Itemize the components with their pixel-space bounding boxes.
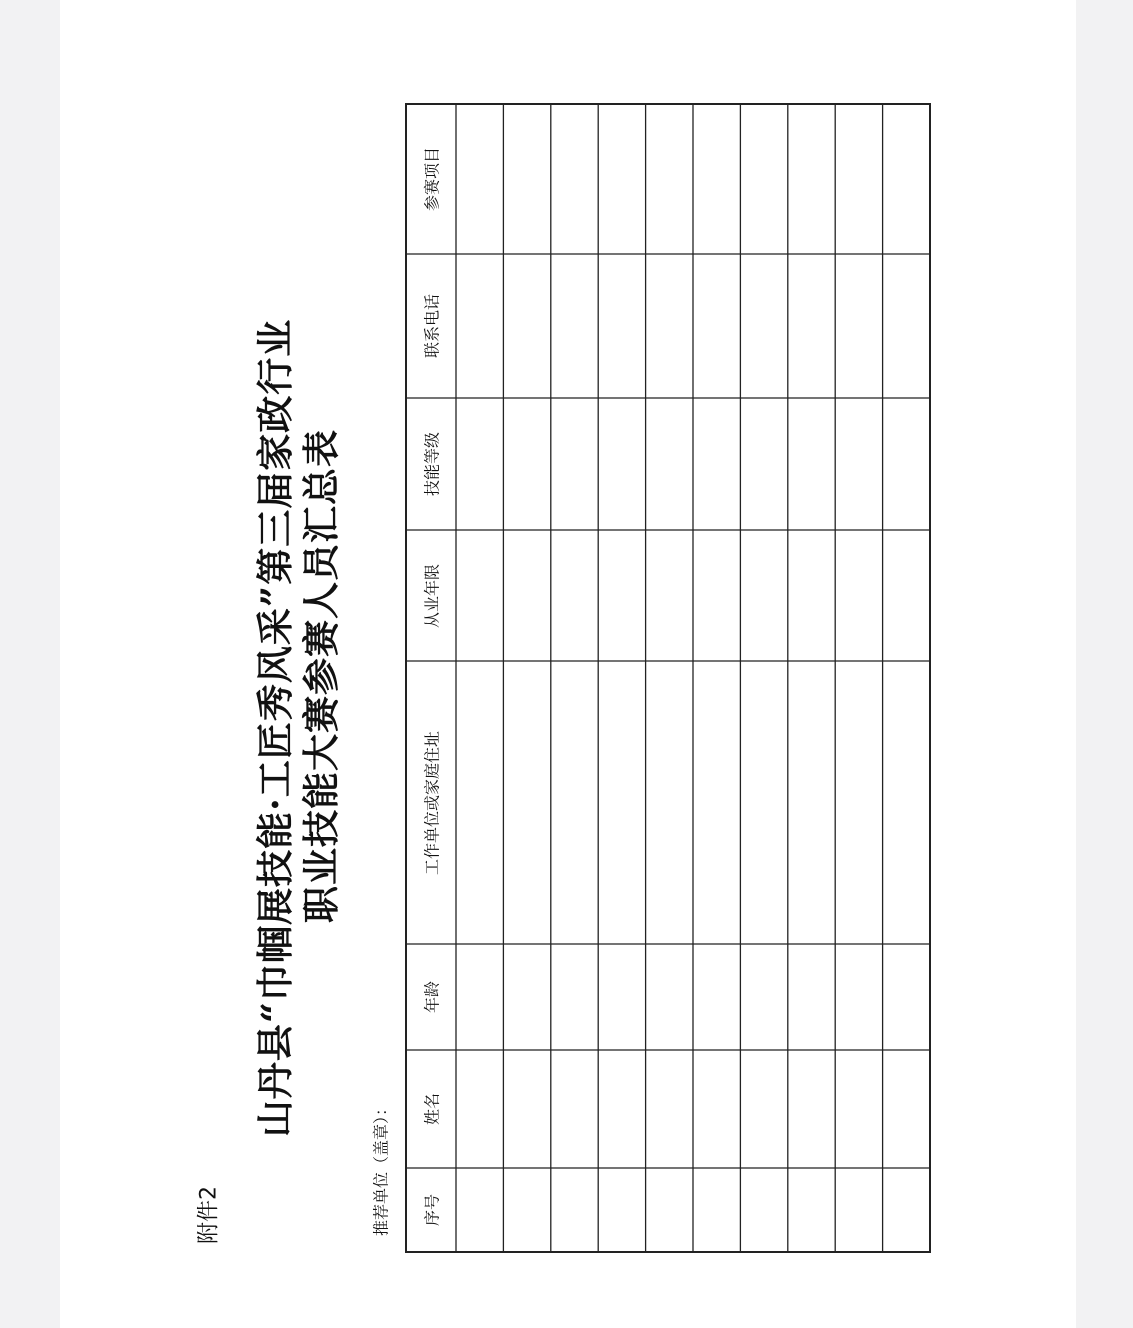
table-header-cell: 技能等级 <box>422 431 442 497</box>
table-header-cell: 联系电话 <box>422 293 442 359</box>
title-line-1: 山丹县“巾帼展技能·工匠秀风采”第三届家政行业 <box>253 318 297 1138</box>
table-header-cell: 姓名 <box>422 1092 442 1126</box>
table-grid-lines <box>406 104 930 1252</box>
table-header-cell: 参赛项目 <box>422 146 442 212</box>
attachment-label: 附件2 <box>196 1186 222 1244</box>
table-header-cell: 从业年限 <box>422 563 442 628</box>
recommend-unit-label: 推荐单位（盖章）： <box>371 1099 391 1237</box>
table-border <box>406 104 930 1252</box>
table-header-cell: 年龄 <box>422 980 442 1014</box>
table-header-cell: 工作单位或家庭住址 <box>422 730 442 875</box>
table-header-cell: 序号 <box>422 1193 442 1227</box>
title-line-2: 职业技能大赛参赛人员汇总表 <box>299 429 343 923</box>
